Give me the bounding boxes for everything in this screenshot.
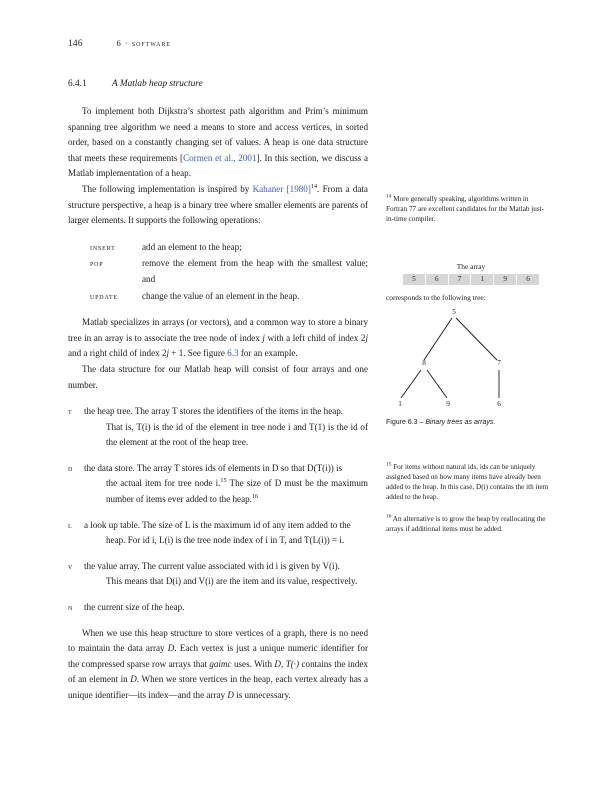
citation-kahaner[interactable]: Kahaner [1980] [252,183,311,194]
field-t-line1: the heap tree. The array T stores the identifiers of the items in the heap. [84,406,344,417]
operation-desc-update: change the value of an element in the heap. [142,290,300,301]
paragraph-arrays-a: Matlab specializes in arrays (or vectors), and a common way to store a binary tree in an array is to associate the tree node of index [68,317,368,343]
math-var-d-4: D [227,690,234,700]
margin-note-14-body [386,194,550,224]
margin-note-15 [386,462,550,508]
figure-caption [386,418,556,427]
paragraph-arrays-d: + 1. See figure [169,348,228,359]
paragraph-datastructure: The data structure for our Matlab heap will consist of four arrays and one number. [68,363,368,390]
field-row-t [68,404,368,451]
operation-desc-pop: remove the element from the heap with the smallest value; and [142,258,368,284]
paragraph-vertices-e: contains the index of an element in [68,658,368,685]
math-var-j-1: j [262,332,265,343]
paragraph-vertices-a: When we use this heap structure to store vertices of a graph, there is no need to maintain the data array [68,627,368,654]
array-cell-3: 1 [471,274,493,285]
array-cell-0: 5 [403,274,425,285]
operation-row-update [68,289,368,305]
field-key-l: l [68,520,73,530]
field-l-line2: heap. For id i, L(i) is the tree node index of i in T, and T(L(i)) = i. [106,535,345,546]
field-key-n: n [68,603,73,613]
math-expr-t-dot: T(·) [285,658,300,669]
paragraph-arrays-b: with a left child of index 2 [264,332,366,343]
figure-binary-tree [386,304,556,412]
margin-note-14-text: More generally speaking, algorithms written in Fortran 77 are excellent candidates for the Matlab just-in-time compiler. [386,195,545,224]
field-row-d [68,461,368,508]
section-title: A Matlab heap structure [112,79,203,89]
running-chapter-title: 6 · software [116,38,172,48]
field-body-n [84,600,368,616]
figure-caption-title: Binary trees as arrays. [425,419,496,426]
paragraph-inspired [68,182,368,229]
field-t-line2: That is, T(i) is the id of the element in tree node i and T(1) is the id of the element at the root of the heap tree. [106,421,368,448]
margin-note-14-marker: 14 [386,193,392,200]
margin-note-16-marker: 16 [386,513,392,520]
field-row-n [68,600,368,616]
tree-node-root: 5 [452,308,456,316]
figure-reference-6-3[interactable]: 6.3 [227,348,239,359]
field-v-line1: the value array. The current value associated with id i is given by V(i). [84,560,340,571]
margin-note-15-text: For items without natural ids, ids can be uniquely assigned based on how many items have already been added to the heap. In this case, D(i) contains the ith item added to the heap. [386,463,549,502]
running-head [68,38,408,49]
field-v-line2: This means that D(i) and V(i) are the item and its value, respectively. [106,576,358,587]
field-d-line1: the data store. The array T stores ids of elements in D so that D(T(i)) is [84,462,343,473]
field-row-l [68,518,368,549]
field-body-v [84,559,368,590]
footnote-marker-16[interactable]: 16 [251,493,259,501]
field-body-t [84,404,368,451]
paragraph-vertices-f: . When we store vertices in the heap, each vertex already has a unique identifier—its index—and the array [68,674,369,700]
code-name-gaimc: gaimc [209,658,232,669]
page-folio: 146 [68,39,83,49]
array-cell-4: 9 [494,274,516,285]
tree-edges-svg [386,304,556,412]
margin-note-14 [386,194,550,230]
figure-6-3 [386,262,556,427]
operation-row-insert [68,240,368,256]
field-n-line1: the current size of the heap. [84,602,185,613]
heap-fields-list [68,404,368,616]
paragraph-vertices [68,626,368,704]
section-heading [68,78,368,91]
margin-note-16-body [386,514,550,534]
array-cell-2: 7 [449,274,471,285]
field-key-d: d [68,463,73,473]
field-row-v [68,559,368,590]
paragraph-vertices-b: . Each vertex is just a unique numeric identifier for the compressed sparse row arrays that [68,643,368,669]
math-var-d-2: D [274,658,281,669]
operation-row-pop [68,256,368,287]
paragraph-inspired-text-a: The following implementation is inspired by [82,183,253,194]
tree-node-left-left: 1 [398,400,402,408]
citation-cormen[interactable]: Cormen et al., 2001 [183,152,257,163]
field-key-t: t [68,407,73,417]
footnote-marker-15[interactable]: 15 [220,477,227,485]
paragraph-vertices-g: is unnecessary. [233,690,291,700]
section-number: 6.4.1 [68,79,87,89]
field-key-v: v [68,561,73,571]
tree-node-right: 7 [497,359,501,367]
field-d-line2-text: the actual item for tree node i. [106,478,221,489]
paragraph-intro [68,104,368,182]
paragraph-arrays-c: and a right child of index 2 [68,348,167,359]
paragraph-intro-text-a: To implement both Dijkstra’s shortest path algorithm and Prim’s minimum spanning tree algorithm we need a means to store and access vertices, in sorted order, based on a constantly changing set of values. A heap is one data structure that meets these requirements [ [68,106,368,163]
operations-list [68,240,368,304]
field-l-line1: a look up table. The size of L is the maximum id of any item added to the [84,519,351,530]
margin-note-15-body [386,462,550,502]
array-cell-5: 6 [517,274,539,285]
margin-note-16 [386,514,550,540]
paragraph-inspired-text-b: . From a data structure perspective, a heap is a binary tree where smaller elements are parents of larger elements. It supports the following operations: [68,183,368,226]
margin-note-16-text: An alternative is to grow the heap by reallocating the arrays if additional items must be added. [386,515,546,534]
footnote-marker-14[interactable]: 14 [310,182,318,190]
figure-array [403,274,539,285]
paragraph-vertices-d: , [281,658,286,669]
paragraph-intro-text-b: ]. In this section, we discuss a Matlab implementation of a heap. [68,152,368,179]
figure-array-label: The array [456,262,486,271]
math-var-d-3: D [130,674,137,685]
tree-node-left-right: 9 [446,400,450,408]
figure-corresponds-text: corresponds to the following tree: [386,293,486,302]
field-d-line3-text: The size of D must be the maximum number of items ever added to the heap. [106,478,368,505]
operation-term-update: update [90,291,118,301]
paragraph-arrays-e: for an example. [238,348,298,359]
paragraph-vertices-c: uses. With [231,658,275,669]
field-body-d [84,461,368,508]
margin-note-15-marker: 15 [386,461,392,468]
paragraph-arrays [68,315,368,362]
operation-term-insert: insert [90,242,116,252]
field-body-l [84,518,368,549]
tree-node-left: 8 [422,359,426,367]
math-var-j-3: j [166,348,170,359]
figure-caption-prefix: Figure 6.3 – [386,419,426,426]
main-text-column [68,78,368,704]
array-cell-1: 6 [426,274,448,285]
operation-desc-insert: add an element to the heap; [142,241,242,252]
field-d-line2 [84,476,368,507]
math-var-d-1: D [167,643,175,654]
tree-node-right-left: 6 [497,400,501,408]
operation-term-pop: pop [90,259,104,269]
math-var-j-2: j [365,332,368,343]
